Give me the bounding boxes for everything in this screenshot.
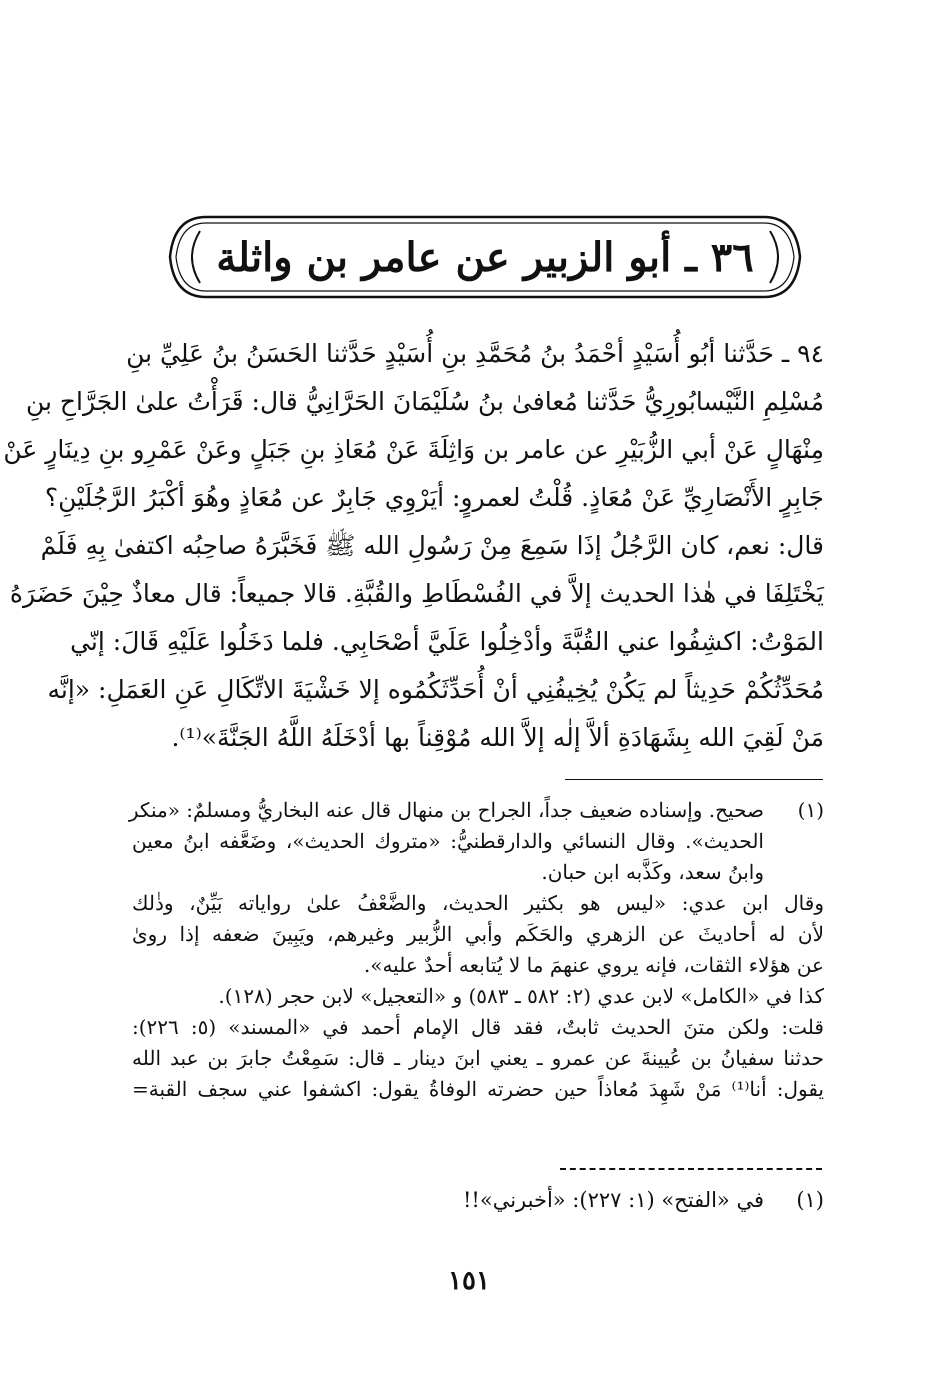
hadith-text [3, 330, 824, 762]
footnote-separator [565, 779, 823, 780]
chapter-title: ٣٦ ـ أبو الزبير عن عامر بن واثلة [216, 233, 754, 281]
footnote-line: حدثنا سفيانُ بن عُيينةَ عن عمرو ـ يعني ابنَ دينار ـ قال: سَمِعْتُ جابرَ بن عبد الله [132, 1046, 824, 1070]
subnote [132, 1183, 824, 1217]
footnote-paragraph [132, 888, 824, 981]
hadith-line: المَوْتُ: اكشِفُوا عني القُبَّةَ وأدْخِلُوا عَلَيَّ أصْحَابِي. فلما دَخَلُوا عَلَيْهِ قَالَ: إنّي [70, 627, 824, 656]
subnote-separator [560, 1168, 822, 1170]
footnotes [128, 795, 824, 1105]
subnote-number: (١) [796, 1188, 824, 1212]
footnote-paragraph [132, 1012, 824, 1105]
footnote-line: وقال ابن عدي: «ليس هو بكثير الحديث، والضَّعْفُ علىٰ رواياته بَيِّنٌ، وذٰلك [132, 891, 824, 915]
footnote-line: كذا في «الكامل» لابن عدي (٢: ٥٨٢ ـ ٥٨٣) و «التعجيل» لابن حجر (١٢٨). [218, 984, 824, 1008]
chapter-title-frame [166, 215, 804, 299]
footnote-paragraph [132, 981, 824, 1012]
hadith-line: مِنْهَالٍ عَنْ أبي الزُّبَيْرِ عن عامر بن وَاثِلَةَ عَنْ مُعَاذِ بنِ جَبَلٍ وعَنْ عَمْرِو بنِ دِينَارٍ عَنْ [3, 435, 824, 464]
hadith-line: جَابِرٍ الأَنْصَارِيِّ عَنْ مُعَاذٍ. قُلْتُ لعمروٍ: أيَرْوِي جَابِرٌ عن مُعَاذٍ وهُوَ أكْبَرُ الرَّجُلَيْنِ؟ [44, 483, 824, 512]
subnote-text: في «الفتح» (١: ٢٢٧): «أخبرني»!! [462, 1188, 764, 1212]
footnote-number: (١) [797, 798, 824, 822]
hadith-line: مَنْ لَقِيَ الله بِشَهَادَةِ ألاَّ إلٰه إلاَّ الله مُوْقِناً بها أدْخَلَهُ اللَّهُ الجَنَّةَ»⁽¹⁾. [171, 723, 824, 752]
footnote-line: عن هؤلاء الثقات، فإنه يروي عنهمَ ما لا يُتابعه أحدٌ عليه». [363, 953, 824, 977]
hadith-line: مُسْلِمِ النَّيْسابُورِيُّ حَدَّثنا مُعافىٰ بنُ سُلَيْمَانَ الحَرَّانِيُّ قال: قَرَأْتُ علىٰ الجَرَّاحِ بنِ [25, 387, 824, 416]
hadith-line: يَخْتَلِفَا في هٰذا الحديث إلاَّ في الفُسْطَاطِ والقُبَّةِ. قالا جميعاً: قال معاذٌ حِيْنَ حَضَرَهُ [9, 579, 824, 608]
footnote-paragraph [128, 795, 824, 888]
hadith-line: مُحَدِّثُكُمْ حَدِيثاً لم يَكُنْ يُخِيفُنِي أنْ أُحَدِّثَكُمُوه إلا خَشْيَةَ الاتِّكَالِ عَنِ العَمَلِ: «إنَّه [47, 675, 824, 704]
page-number: ١٥١ [448, 1266, 490, 1296]
footnote-line: صحيح. وإسناده ضعيف جداً، الجراح بن منهال قال عنه البخاريُّ ومسلمٌ: «منكر [128, 798, 764, 822]
footnote-line: الحديث». وقال النسائي والدارقطنيُّ: «متروك الحديث»، وضَعَّفه ابنُ معين [132, 829, 764, 853]
footnote-line: يقول: أنا⁽¹⁾ مَنْ شَهِدَ مُعاذاً حين حضرته الوفاةُ يقول: اكشفوا عني سجف القبة= [132, 1077, 824, 1101]
footnote-line: لأن له أحاديثَ عن الزهري والحَكَم وأبي الزُّبير وغيرهم، ويَبِينَ ضعفه إذا روىٰ [132, 922, 824, 946]
footnote-line: وابنُ سعد، وكَذَّبه ابن حبان. [541, 860, 764, 884]
hadith-line: قال: نعم، كان الرَّجُلُ إذَا سَمِعَ مِنْ رَسُولِ الله ﷺ فَخَبَّرَهُ صاحِبُه اكتفىٰ بِهِ فَلَمْ [40, 531, 824, 560]
hadith-line: ٩٤ ـ حَدَّثنا أبُو أُسَيْدٍ أحْمَدُ بنُ مُحَمَّدِ بنِ أُسَيْدٍ حَدَّثنا الحَسَنُ بنُ عَلِيِّ بنِ [126, 339, 824, 368]
footnote-line: قلت: ولكن متنَ الحديث ثابتٌ، فقد قال الإمام أحمد في «المسند» (٥: ٢٢٦): [132, 1015, 824, 1039]
